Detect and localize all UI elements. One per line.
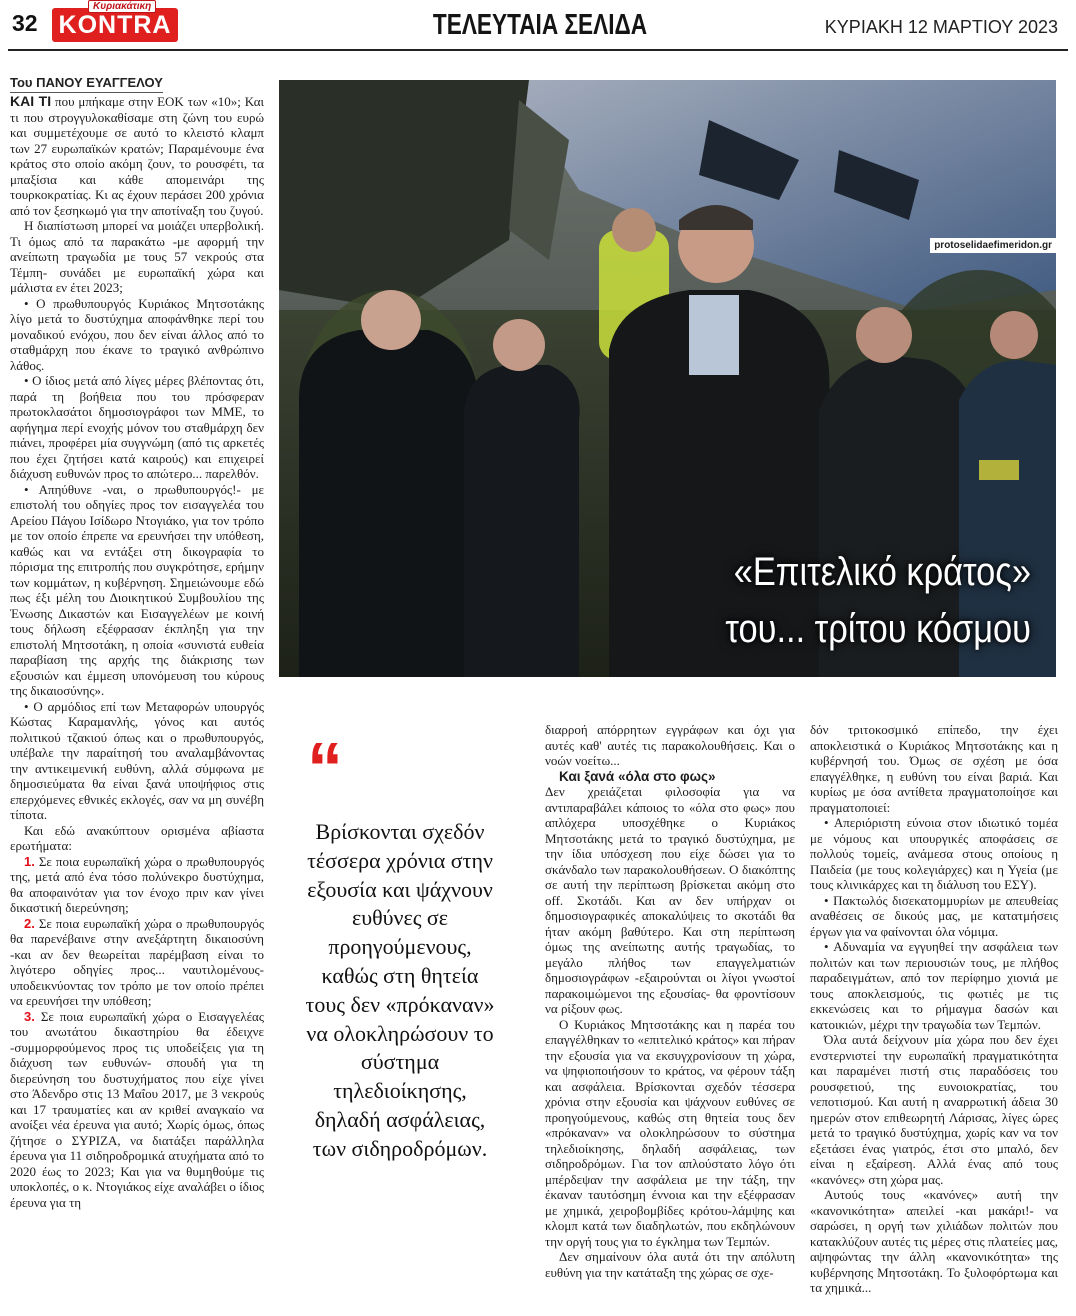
pull-quote: Βρίσκονται σχεδόν τέσσερα χρόνια στην εξουσία και ψάχνουν ευθύνες σε προηγούμενους, καθώς στη θητεία τους δεν «πρόκαναν» να ολοκληρώσουν το σύστημα τηλεδιοίκησης, δηλαδή ασφάλειας, των σιδηροδρόμων. xyxy=(305,819,495,1161)
paragraph-14: Αυτούς τους «κανόνες» αυτή την «κανονικότητα» απειλεί -και μακάρι!- να σαρώσει, η οργή των χιλιάδων πολιτών που κατακλύζουν αυτές τις μέρες στις πλατείες μας, αψηφώντας την άλλη «κανονικότητα» της κυβέρνησης Μητσοτάκη. Το ξυλοφόρτωμα και τα χημικά... xyxy=(810,1187,1058,1295)
page-header xyxy=(0,0,1076,50)
paragraph-10: Ο Κυριάκος Μητσοτάκης και η παρέα του επαγγέλθηκαν το «επιτελικό κράτος» και πήραν την εξουσία για να εκσυγχρονίσουν τη χώρα, να ψηφιοποιήσουν το κράτος, να φέρουν τάξη και ασφάλεια. Βρίσκονται σχεδόν τέσσερα χρόνια στην εξουσία και ψάχνουν ευθύνες σε προηγούμενους, καθώς στη θητεία τους δεν «πρόκαναν» να ολοκληρώσουν το σύστημα τηλεδιοίκησης, δηλαδή ασφάλειας, των σιδηροδρόμων. Για τον απλούστατο λόγο ότι μπέρδεψαν την ασφάλεια με την τάξη, την έκαναν ταυτόσημη έννοια και την εξέφρασαν με χημικά, χειροβομβίδες κρότου-λάμψης και κλομπ κατά των διαδηλωτών, που εκδηλώνουν την οργή τους για το έγκλημα των Τεμπών. xyxy=(545,1016,795,1249)
section-title: ΤΕΛΕΥΤΑΙΑ ΣΕΛΙΔΑ xyxy=(432,9,648,41)
lead-words: ΚΑΙ ΤΙ xyxy=(10,94,52,109)
paragraph-continuation: διαρροή απόρρητων εγγράφων και όχι για αυτές καθ' αυτές τις παρακολουθήσεις. Και ο νοών νοείτω... xyxy=(545,722,795,768)
paragraph-12: δόν τριτοκοσμικό επίπεδο, την έχει αποκλειστικά ο Κυριάκος Μητσοτάκης και η κυβέρνησή του. Όμως σε σχέση με όσα επαγγέλθηκε, η ευθύνη του είναι βαριά. Και κυρίως με όσα αντίθετα πραγματοποίησε και πραγματοποιεί: xyxy=(810,722,1058,815)
article-column-1 xyxy=(10,94,264,1310)
question-1 xyxy=(10,854,264,916)
question-2-number: 2. xyxy=(24,915,35,931)
logo-wordmark: KONTRA xyxy=(58,11,172,39)
photo-credit: protoselidaefimeridon.gr xyxy=(930,238,1056,253)
question-1-number: 1. xyxy=(24,853,35,869)
paragraph-1 xyxy=(10,94,264,218)
headline-line-1: «Επιτελικό κράτος» xyxy=(733,550,1031,594)
paragraph-1-text: που μπήκαμε στην ΕΟΚ των «10»; Και τι που στρογγυλοκαθίσαμε στη ζώνη του ευρώ και συμμετέχουμε σε αυτό το κλειστό κλαμπ των 27 ευρωπαϊκών κρατών; Παραμένουμε ένα κράτος στο οποίο ακόμη ζουν, το ρουσφέτι, τα μπαξίσια και κάθε απομεινάρι της τουρκοκρατίας. Κι ας έχουν περάσει 200 χρόνια από τον ξεσηκωμό για την αποτίναξη του ζυγού. xyxy=(10,94,264,218)
question-3-number: 3. xyxy=(24,1008,35,1024)
bullet-item-3: • Αδυναμία να εγγυηθεί την ασφάλεια των πολιτών και των περιουσιών τους, με πλήθος παραδειγμάτων, από τον περίφημο χιονιά με τους αποκλεισμούς, τις φωτιές με τις εκκενώσεις και το ρήμαγμα δασών και κατοικιών, μέχρι την τραγωδία των Τεμπών. xyxy=(810,939,1058,1032)
paragraph-2: Η διαπίστωση μπορεί να μοιάζει υπερβολική. Τι όμως από τα παρακάτω -με αφορμή την ανείπωτη τραγωδία με τους 57 νεκρούς στα Τέμπη- συνάδει με ευρωπαϊκή χώρα και μάλιστα εν έτει 2023; xyxy=(10,218,264,295)
newspaper-logo xyxy=(52,1,178,42)
subheading: Και ξανά «όλα στο φως» xyxy=(559,768,716,784)
bullet-paragraph-1: • Ο πρωθυπουργός Κυριάκος Μητσοτάκης λίγο μετά το δυστύχημα αποφάνθηκε περί του μοναδικού ενόχου, που δεν είναι άλλος από το σταθμάρχη που έκανε το τραγικό ανθρώπινο λάθος. xyxy=(10,295,264,373)
bullet-paragraph-3: • Απηύθυνε -ναι, ο πρωθυπουργός!- με επιστολή του οδηγίες προς τον εισαγγελέα του Αρείου Πάγου Ισίδωρο Ντογιάκο, για τον τρόπο με τον οποίο έπρεπε να ερευνήσει την υπόθεση, καθώς και να εντάξει στη δικογραφία το πόρισμα της επιτροπής που συγκρότησε, ερήμην των κομμάτων, η κυβέρνηση. Σημειώνουμε εδώ πως έξι μέλη του Διοικητικού Συμβουλίου της Ένωσης Δικαστών και Εισαγγελέων με κοινή τους δήλωση εξέφρασαν έκπληξη για την επιστολή Μητσοτάκη, η οποία «συνιστά ευθεία παραβίαση της αρχής της διάκρισης των εξουσιών και έμμεση υπονόμευση του κύρους της δικαιοσύνης». xyxy=(10,481,264,698)
quote-mark-icon: “ xyxy=(307,729,343,809)
question-3 xyxy=(10,1009,264,1211)
paragraph-9: Δεν χρειάζεται φιλοσοφία για να αντιπαραβάλει κάποιος το «όλα στο φως» που απλόχερα υποσχέθηκε ο Κυριάκος Μητσοτάκης μετά το τραγικό δυστύχημα, με την ίδια υπόσχεση που είχε δώσει για το σκάνδαλο των παρακολουθήσεων. Ο διακόπτης σε αυτή την περίπτωση βρίσκεται ακόμη στο off. Σκοτάδι. Και αν δεν υπήρχαν οι δημοσιογραφικές αποκαλύψεις το σκοτάδι θα ήταν ακόμη βαθύτερο. Και στη περίπτωση όμως της ανείπωτης αυτής τραγωδίας, το μεγάλο πλήθος των επαγγελματιών δημοσιογράφων -εξαιρούνται οι λίγοι γνωστοί παρακοιμώμενοι της εξουσίας- θα φροντίσουν να ρίξουν φως. xyxy=(545,784,795,1016)
logo-tagline: Κυριακάτικη xyxy=(88,0,156,13)
page-number: 32 xyxy=(12,10,38,36)
article-column-3 xyxy=(545,722,795,1310)
paragraph-13: Όλα αυτά δείχνουν μία χώρα που δεν έχει ενστερνιστεί την ευρωπαϊκή πραγματικότητα και παραμένει πιστή στις παραδόσεις του ρουσφετιού, της ευνοιοκρατίας, του νεποτισμού. Και αυτή η αναρρωτική άδεια 30 ημερών στον επιθεωρητή Λάρισας, λίγες ώρες μετά το τραγικό δυστύχημα, χωρίς καν να τον εξετάσει ένας γιατρός, έτσι στο μπαλό, δεν είναι η εξαίρεση. Αλλά ένας από τους «κανόνες» στη χώρα μας. xyxy=(810,1032,1058,1187)
article-column-4 xyxy=(810,722,1058,1310)
question-3-text: Σε ποια ευρωπαϊκή χώρα ο Εισαγγελέας του ανωτάτου δικαστηρίου θα έδειχνε -συμμορφούμενος προς τις υποδείξεις για τη διάχυση των ευθυνών- σπουδή για τη διερεύνηση του δυστυχήματος που είχε γίνει στο Άδενδρο στις 13 Μαΐου 2017, με 3 νεκρούς και 17 τραυματίες και αν κριθεί αναγκαίο να ανοίξει νέα έρευνα για αυτό; Χωρίς όμως, όπως ζήτησε ο ΣΥΡΙΖΑ, να διατάξει παράλληλα έρευνα για 11 σιδηροδρομικά ατυχήματα από το 2020 έως το 2023; Και για να θυμηθούμε τις υποκλοπές, ο κ. Ντογιάκος είχε αναλάβει ο ίδιος έρευνα για τη xyxy=(10,1008,264,1210)
question-2-text: Σε ποια ευρωπαϊκή χώρα ο πρωθυπουργός θα παρενέβαινε στην ανεξάρτητη δικαιοσύνη -και αν δεν θεωρείται παρέμβαση είναι το λιγότερο οδηγίες προς... ναυτιλομένους- υποδεικνύοντας τον τρόπο με τον οποίο πρέπει να ερευνήσει την υπόθεση; xyxy=(10,915,264,1008)
paragraph-11: Δεν σημαίνουν όλα αυτά ότι την απόλυτη ευθύνη για την κατάταξη της χώρας σε σχε- xyxy=(545,1249,795,1280)
headline-line-2: του... τρίτου κόσμου xyxy=(725,607,1031,651)
question-1-text: Σε ποια ευρωπαϊκή χώρα ο πρωθυπουργός της, μετά από ένα τόσο πολύνεκρο δυστύχημα, θα αποφαινόταν για τον ένοχο πριν καν γίνει δικαστική διερεύνηση; xyxy=(10,853,264,915)
question-2 xyxy=(10,916,264,1009)
bullet-item-2: • Πακτωλός δισεκατομμυρίων με απευθείας αναθέσεις σε δικούς μας, με κατατμήσεις έργων για να φαίνονται όλα νόμιμα. xyxy=(810,892,1058,939)
paragraph-questions-intro: Και εδώ ανακύπτουν ορισμένα αβίαστα ερωτήματα: xyxy=(10,822,264,853)
header-rule xyxy=(8,49,1068,51)
lead-photo xyxy=(279,80,1056,677)
bullet-item-1: • Απεριόριστη εύνοια στον ιδιωτικό τομέα με νόμους και υπουργικές αποφάσεις σε πολλούς τομείς, ανάμεσα στους οποίους η Παιδεία (με τους κολεγιάρχες) και η Υγεία (με τους κλινικάρχες και τη διάλυση του ΕΣΥ). xyxy=(810,815,1058,892)
issue-date: ΚΥΡΙΑΚΗ 12 ΜΑΡΤΙΟΥ 2023 xyxy=(824,17,1058,37)
byline: Του ΠΑΝΟΥ ΕΥΑΓΓΕΛΟΥ xyxy=(10,75,163,93)
bullet-paragraph-4: • Ο αρμόδιος επί των Μεταφορών υπουργός Κώστας Καραμανλής, γόνος και αυτός πολιτικού τζακιού όπως και ο πρωθυπουργός, υπέβαλε την παραίτησή του αναλαμβάνοντας την αντικειμενική ευθύνη, αλλά σύμφωνα με δημοσιεύματα θα είναι ξανά υποψήφιος στις επερχόμενες εθνικές εκλογές, σαν να μη συνέβη τίποτα. xyxy=(10,698,264,822)
bullet-paragraph-2: • Ο ίδιος μετά από λίγες μέρες βλέποντας ότι, παρά τη βοήθεια που του πρόσφεραν πρωτοκλασάτοι δημοσιογράφοι των ΜΜΕ, το αφήγημα περί ενοχής μόνον του σταθμάρχη δεν πιάνει, προφέρει μία συγγνώμη (από τις αρκετές που έχει ζητήσει κατά καιρούς) και επιχειρεί διάχυση ευθυνών προς το απώτερο... παρελθόν. xyxy=(10,373,264,481)
